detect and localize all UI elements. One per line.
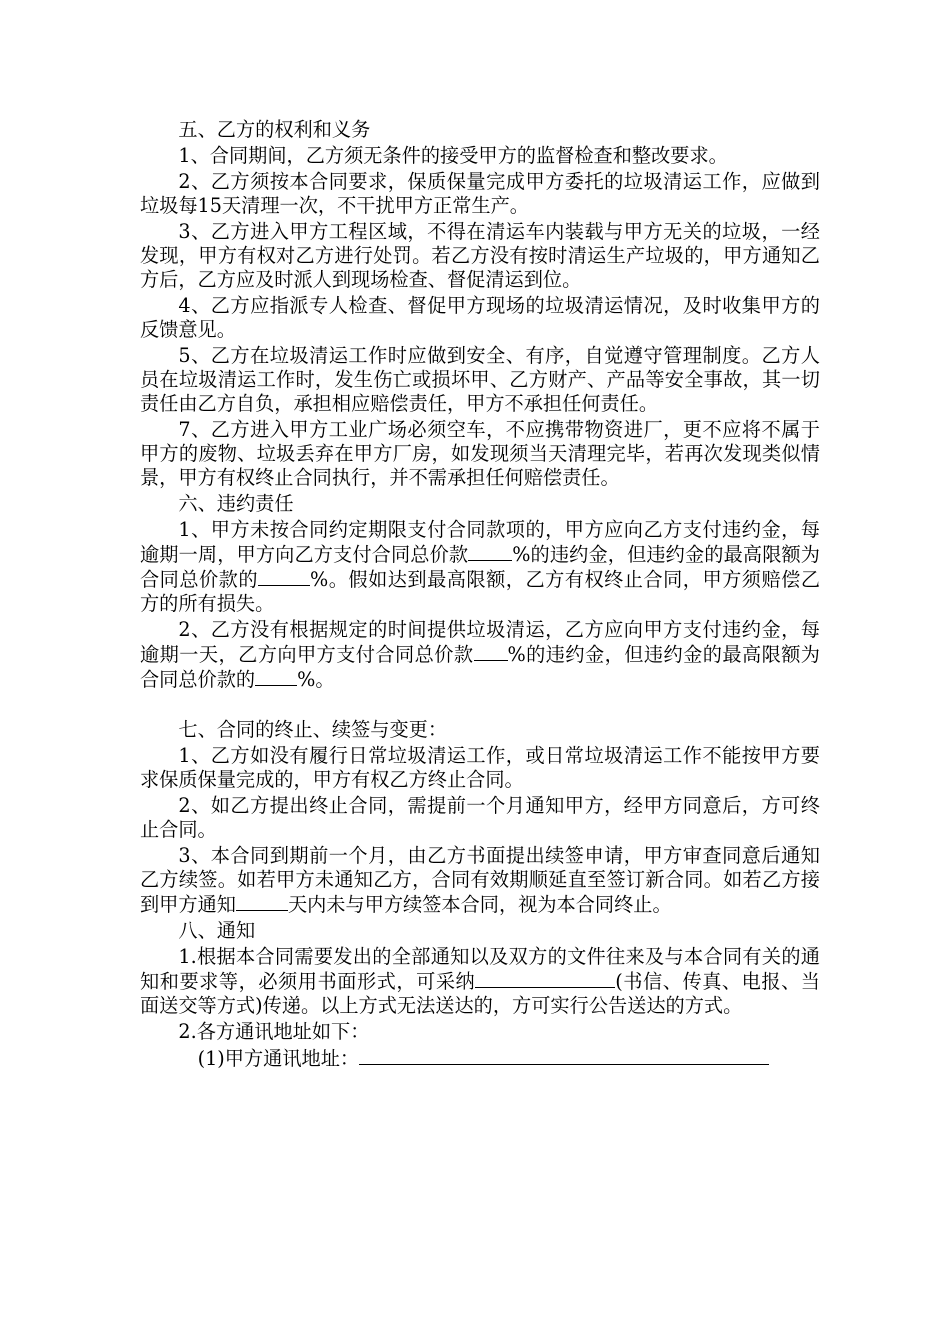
clause-text: 2、乙方没有根据规定的时间提供垃圾清运，乙方应向甲方支付违约金，每逾期一天，乙方向甲方支付合同总价款 — [140, 618, 820, 666]
section-7-clause-3 — [140, 844, 820, 917]
section-7-heading: 七、合同的终止、续签与变更： — [178, 718, 448, 741]
section-5-heading: 五、乙方的权利和义务 — [178, 118, 371, 141]
clause-text: %。 — [297, 668, 335, 691]
section-5-clause-4: 4、乙方应指派专人检查、督促甲方现场的垃圾清运情况，及时收集甲方的反馈意见。 — [140, 294, 820, 341]
section-8-heading: 八、通知 — [178, 919, 256, 942]
section-5-clause-2: 2、乙方须按本合同要求，保质保量完成甲方委托的垃圾清运工作，应做到垃圾每15天清理一次，不干扰甲方正常生产。 — [140, 170, 820, 217]
blank-line — [140, 694, 820, 718]
fill-blank — [475, 969, 615, 988]
clause-text: 3、本合同到期前一个月，由乙方书面提出续签申请，甲方审查同意后通知乙方续签。如若甲方未通知乙方，合同有效期顺延直至签订新合同。如若乙方接到甲方通知 — [140, 844, 820, 916]
section-5-clause-5: 5、乙方在垃圾清运工作时应做到安全、有序，自觉遵守管理制度。乙方人员在垃圾清运工作时，发生伤亡或损坏甲、乙方财产、产品等安全事故，其一切责任由乙方自负，承担相应赔偿责任，甲方不承担任何责任。 — [140, 344, 820, 415]
clause-text: 天内未与甲方续签本合同，视为本合同终止。 — [287, 893, 672, 916]
clause-text: 1、甲方未按合同约定期限支付合同款项的，甲方应向乙方支付违约金，每逾期一周，甲方向乙方支付合同总价款 — [140, 518, 820, 566]
fill-blank — [236, 892, 288, 911]
clause-text: (书信、传真、电报、当面送交等方式)传递。以上方式无法送达的，方可实行公告送达的方式。 — [140, 970, 820, 1017]
fill-blank — [255, 667, 297, 686]
clause-text: %的违约金，但违约金的最高限额为合同总价款的 — [140, 643, 820, 691]
fill-blank — [468, 542, 512, 561]
section-7-clause-1: 1、乙方如没有履行日常垃圾清运工作，或日常垃圾清运工作不能按甲方要求保质保量完成的，甲方有权乙方终止合同。 — [140, 744, 820, 791]
section-5-clause-7: 7、乙方进入甲方工业广场必须空车，不应携带物资进厂，更不应将不属于甲方的废物、垃圾丢弃在甲方厂房，如发现须当天清理完毕，若再次发现类似情景，甲方有权终止合同执行，并不需承担任何赔偿责任。 — [140, 418, 820, 489]
section-5-clause-3: 3、乙方进入甲方工程区域，不得在清运车内装载与甲方无关的垃圾，一经发现，甲方有权对乙方进行处罚。若乙方没有按时清运生产垃圾的，甲方通知乙方后，乙方应及时派人到现场检查、督促清运到位。 — [140, 220, 820, 291]
clause-text: 1.根据本合同需要发出的全部通知以及双方的文件往来及与本合同有关的通知和要求等，必须用书面形式，可采纳 — [140, 945, 820, 993]
contract-body — [140, 118, 820, 1073]
clause-text: %。假如达到最高限额，乙方有权终止合同，甲方须赔偿乙方的所有损失。 — [140, 568, 821, 615]
section-5-clause-1: 1、合同期间，乙方须无条件的接受甲方的监督检查和整改要求。 — [178, 144, 728, 167]
section-8-clause-1 — [140, 945, 820, 1018]
section-6-clause-1 — [140, 518, 820, 616]
section-6-clause-2 — [140, 618, 820, 692]
fill-blank — [474, 642, 508, 661]
address-blank — [359, 1046, 769, 1065]
section-8-clause-2-1 — [140, 1046, 820, 1071]
clause-text: %的违约金，但违约金的最高限额为合同总价款的 — [140, 543, 820, 591]
section-7-clause-2: 2、如乙方提出终止合同，需提前一个月通知甲方，经甲方同意后，方可终止合同。 — [140, 794, 820, 841]
fill-blank — [258, 567, 310, 586]
section-6-heading: 六、违约责任 — [178, 492, 294, 515]
clause-text: (1)甲方通讯地址： — [197, 1047, 360, 1070]
section-8-clause-2: 2.各方通讯地址如下： — [178, 1020, 370, 1043]
